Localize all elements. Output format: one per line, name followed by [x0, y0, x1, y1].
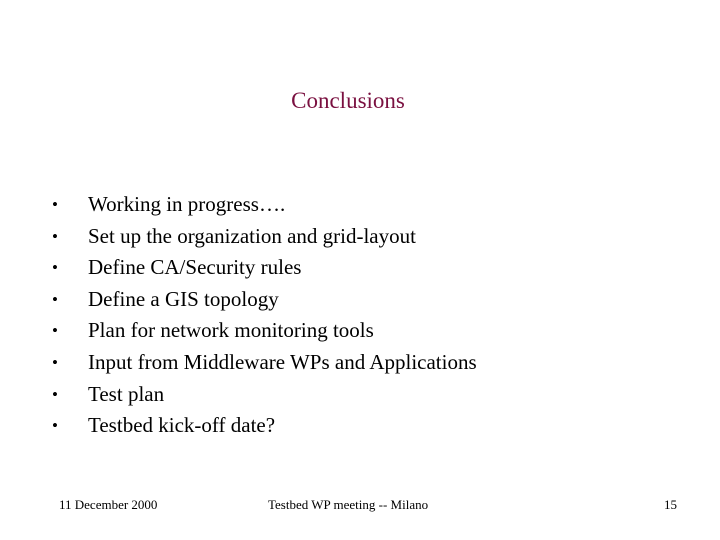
- bullet-icon: •: [52, 352, 58, 372]
- bullet-text: Working in progress….: [88, 192, 286, 216]
- bullet-text: Test plan: [88, 381, 165, 406]
- page-number: 15: [664, 497, 677, 512]
- bullet-text: Testbed kick-off date?: [88, 413, 276, 438]
- bullet-icon: •: [52, 384, 58, 404]
- slide-title: Conclusions: [291, 88, 405, 113]
- footer-event: Testbed WP meeting -- Milano: [268, 497, 429, 512]
- bullet-icon: •: [52, 195, 58, 214]
- bullet-icon: •: [52, 416, 58, 436]
- footer-date: 11 December 2000: [59, 497, 158, 512]
- bullet-icon: •: [52, 258, 58, 278]
- bullet-text: Set up the organization and grid-layout: [88, 223, 416, 248]
- bullet-icon: •: [52, 226, 58, 246]
- bullet-icon: •: [52, 289, 58, 309]
- bullet-text: Plan for network monitoring tools: [88, 318, 374, 343]
- bullet-icon: •: [52, 321, 58, 341]
- bullet-text: Define a GIS topology: [88, 286, 279, 311]
- bullet-text: Define CA/Security rules: [88, 255, 302, 280]
- bullet-text: Input from Middleware WPs and Applications: [88, 349, 477, 374]
